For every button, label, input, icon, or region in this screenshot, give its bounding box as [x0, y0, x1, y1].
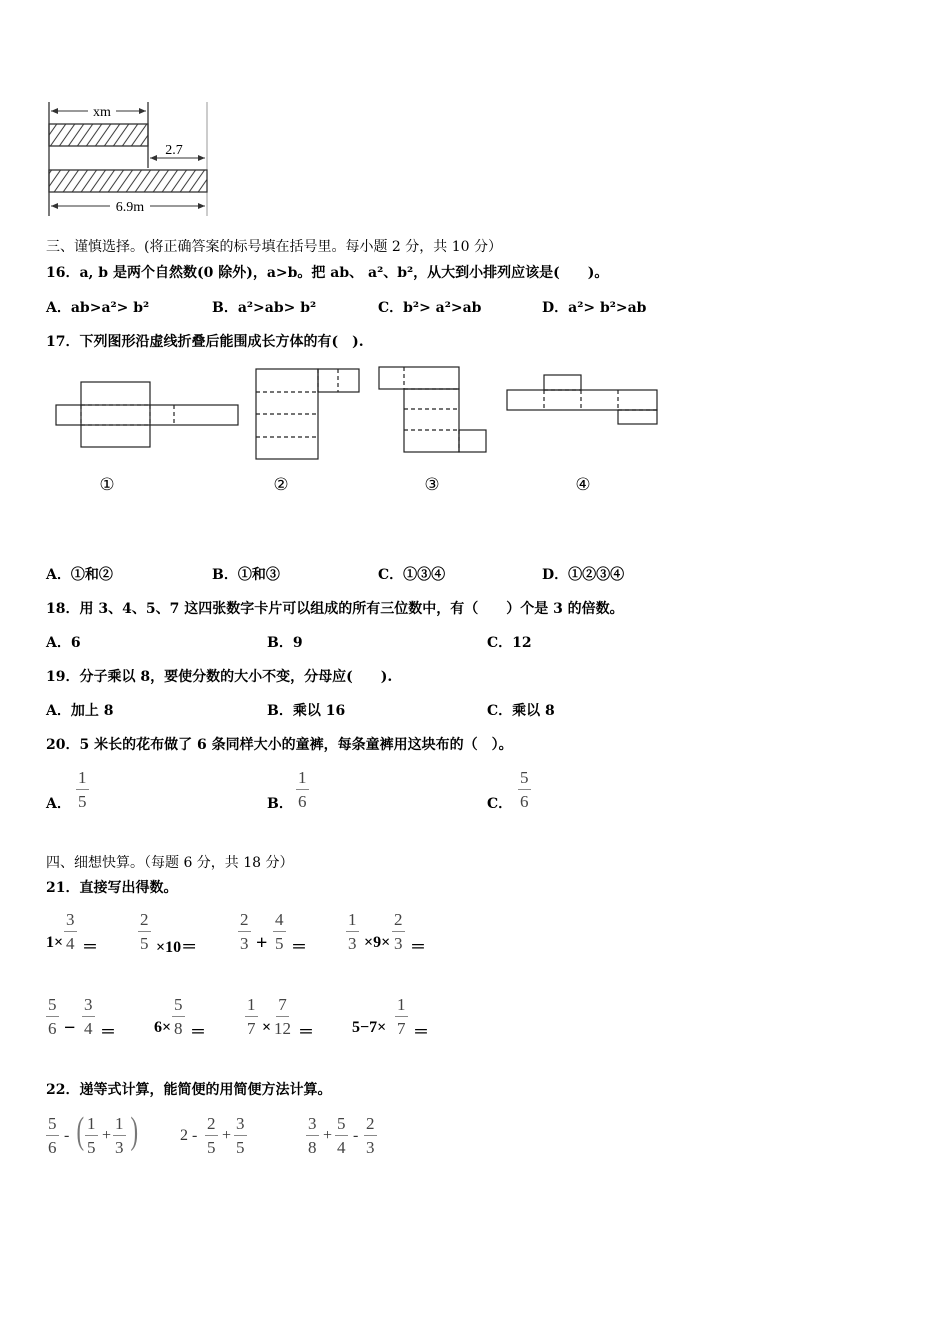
numerator: 2	[364, 1115, 377, 1136]
denominator: 8	[174, 1019, 183, 1038]
denominator: 3	[240, 934, 249, 953]
denominator: 3	[394, 934, 403, 953]
r1e1-eq: ＝	[82, 939, 99, 956]
q19-option-a: A．加上 8	[46, 703, 114, 719]
r1e4-fraction-2	[392, 911, 405, 952]
numerator: 1	[346, 911, 359, 932]
q20-stem: 20．5 米长的花布做了 6 条同样大小的童裤，每条童裤用这块布的（ ）。	[46, 737, 513, 753]
numerator: 5	[46, 1115, 59, 1136]
denominator: 5	[236, 1138, 245, 1157]
denominator: 4	[337, 1138, 346, 1157]
q20-option-b-letter: B．	[267, 796, 293, 812]
numerator: 3	[64, 911, 77, 932]
q22e3-op1: +	[323, 1127, 333, 1144]
denominator: 5	[78, 792, 87, 811]
q22e2-fraction-1	[205, 1115, 218, 1156]
r2e3-op: ×	[262, 1019, 272, 1036]
numerator: 4	[273, 911, 286, 932]
numerator: 1	[296, 769, 309, 790]
numerator: 3	[306, 1115, 319, 1136]
q22e2-op: +	[222, 1127, 232, 1144]
numerator: 5	[518, 769, 531, 790]
r2e4-fraction	[395, 996, 408, 1037]
q22e2-fraction-2	[234, 1115, 247, 1156]
length-diagram	[44, 98, 214, 218]
denominator: 4	[84, 1019, 93, 1038]
q17-option-b: B．①和③	[212, 567, 280, 583]
denominator: 6	[520, 792, 529, 811]
r1e2-fraction	[138, 911, 151, 952]
r1e4-mid: ×9×	[364, 934, 391, 951]
q18-option-b: B．9	[267, 635, 303, 651]
numerator: 2	[238, 911, 251, 932]
denominator: 6	[48, 1138, 57, 1157]
r2e2-fraction	[172, 996, 185, 1037]
numerator: 1	[395, 996, 408, 1017]
denominator: 7	[247, 1019, 256, 1038]
denominator: 5	[87, 1138, 96, 1157]
net-label-1: ①	[99, 475, 115, 494]
numerator: 5	[335, 1115, 348, 1136]
label-bottom: 6.9m	[115, 200, 145, 215]
r1e3-eq: ＝	[291, 939, 308, 956]
denominator: 4	[66, 934, 75, 953]
numerator: 5	[46, 996, 59, 1017]
q17-option-a: A．①和②	[46, 567, 113, 583]
denominator: 3	[115, 1138, 124, 1157]
q22e3-fraction-2	[335, 1115, 348, 1156]
right-paren: )	[130, 1110, 139, 1152]
label-gap: 2.7	[165, 143, 183, 158]
section4-title: 四、细想快算。（每题 6 分，共 18 分）	[46, 855, 294, 871]
r2e4-pre: 5−7×	[352, 1019, 387, 1036]
numerator: 3	[234, 1115, 247, 1136]
r1e3-fraction-2	[273, 911, 286, 952]
denominator: 7	[397, 1019, 406, 1038]
q16-stem: 16．a, b 是两个自然数(0 除外)，a>b。把 ab、 a²、b²，从大到小排列应该是( )。	[46, 265, 609, 281]
numerator: 1	[76, 769, 89, 790]
r2e4-eq: ＝	[413, 1024, 430, 1041]
numerator: 5	[172, 996, 185, 1017]
numerator: 2	[205, 1115, 218, 1136]
q21-stem: 21．直接写出得数。	[46, 880, 178, 896]
r2e1-fraction-2	[82, 996, 95, 1037]
q18-option-a: A．6	[46, 635, 81, 651]
q19-option-c: C．乘以 8	[487, 703, 555, 719]
r2e2-pre: 6×	[154, 1019, 172, 1036]
r2e3-eq: ＝	[298, 1024, 315, 1041]
cuboid-nets-figure	[50, 362, 670, 502]
q20-option-a-letter: A．	[46, 796, 71, 812]
r2e3-fraction-1	[245, 996, 258, 1037]
net-label-4: ④	[575, 475, 591, 494]
numerator: 1	[245, 996, 258, 1017]
r2e2-eq: ＝	[190, 1024, 207, 1041]
q22e1-fraction-1	[46, 1115, 59, 1156]
denominator: 3	[348, 934, 357, 953]
q17-option-c: C．①③④	[378, 567, 446, 583]
numerator: 2	[392, 911, 405, 932]
q22e3-fraction-3	[364, 1115, 377, 1156]
r2e3-fraction-2	[274, 996, 291, 1037]
q22e1-op1: -	[64, 1127, 70, 1144]
q22e1-fraction-3	[113, 1115, 126, 1156]
r1e1-pre: 1×	[46, 934, 64, 951]
q16-option-d: D．a²> b²>ab	[542, 300, 647, 316]
q16-option-b: B．a²>ab> b²	[212, 300, 317, 316]
net-label-3: ③	[424, 475, 440, 494]
q18-option-c: C．12	[487, 635, 532, 651]
denominator: 5	[140, 934, 149, 953]
numerator: 3	[82, 996, 95, 1017]
denominator: 5	[275, 934, 284, 953]
denominator: 6	[298, 792, 307, 811]
label-top: xm	[93, 105, 111, 120]
r1e3-fraction-1	[238, 911, 251, 952]
q16-option-a: A．ab>a²> b²	[46, 300, 150, 316]
left-paren: (	[76, 1110, 85, 1152]
q22e1-fraction-2	[85, 1115, 98, 1156]
r1e4-eq: ＝	[410, 939, 427, 956]
q16-option-c: C．b²> a²>ab	[378, 300, 482, 316]
q17-option-d: D．①②③④	[542, 567, 625, 583]
q22e3-fraction-1	[306, 1115, 319, 1156]
q22e1-op2: +	[102, 1127, 112, 1144]
q20-option-c-letter: C．	[487, 796, 513, 812]
q22e3-op2: -	[353, 1127, 359, 1144]
denominator: 3	[366, 1138, 375, 1157]
numerator: 7	[276, 996, 289, 1017]
q19-option-b: B．乘以 16	[267, 703, 346, 719]
q22-stem: 22．递等式计算，能简便的用简便方法计算。	[46, 1082, 332, 1098]
q20-option-b-fraction	[296, 769, 309, 810]
denominator: 12	[274, 1019, 291, 1038]
denominator: 8	[308, 1138, 317, 1157]
net-label-2: ②	[273, 475, 289, 494]
numerator: 1	[85, 1115, 98, 1136]
denominator: 6	[48, 1019, 57, 1038]
q19-stem: 19．分子乘以 8，要使分数的大小不变，分母应( ).	[46, 669, 393, 685]
q20-option-c-fraction	[518, 769, 531, 810]
r2e1-fraction-1	[46, 996, 59, 1037]
r2e1-eq: ＝	[100, 1024, 117, 1041]
r1e3-op: +	[256, 932, 268, 954]
r1e1-fraction	[64, 911, 77, 952]
numerator: 1	[113, 1115, 126, 1136]
q20-option-a-fraction	[76, 769, 89, 810]
numerator: 2	[138, 911, 151, 932]
q22e2-pre: 2 -	[180, 1127, 198, 1144]
section3-title: 三、谨慎选择。(将正确答案的标号填在括号里。每小题 2 分，共 10 分）	[46, 239, 502, 255]
r1e2-post: ×10＝	[156, 939, 198, 956]
r1e4-fraction-1	[346, 911, 359, 952]
q18-stem: 18．用 3、4、5、7 这四张数字卡片可以组成的所有三位数中，有（ ）个是 3 的倍数。	[46, 601, 624, 617]
denominator: 5	[207, 1138, 216, 1157]
q17-stem: 17．下列图形沿虚线折叠后能围成长方体的有( ).	[46, 334, 364, 350]
r2e1-op: −	[64, 1017, 76, 1039]
